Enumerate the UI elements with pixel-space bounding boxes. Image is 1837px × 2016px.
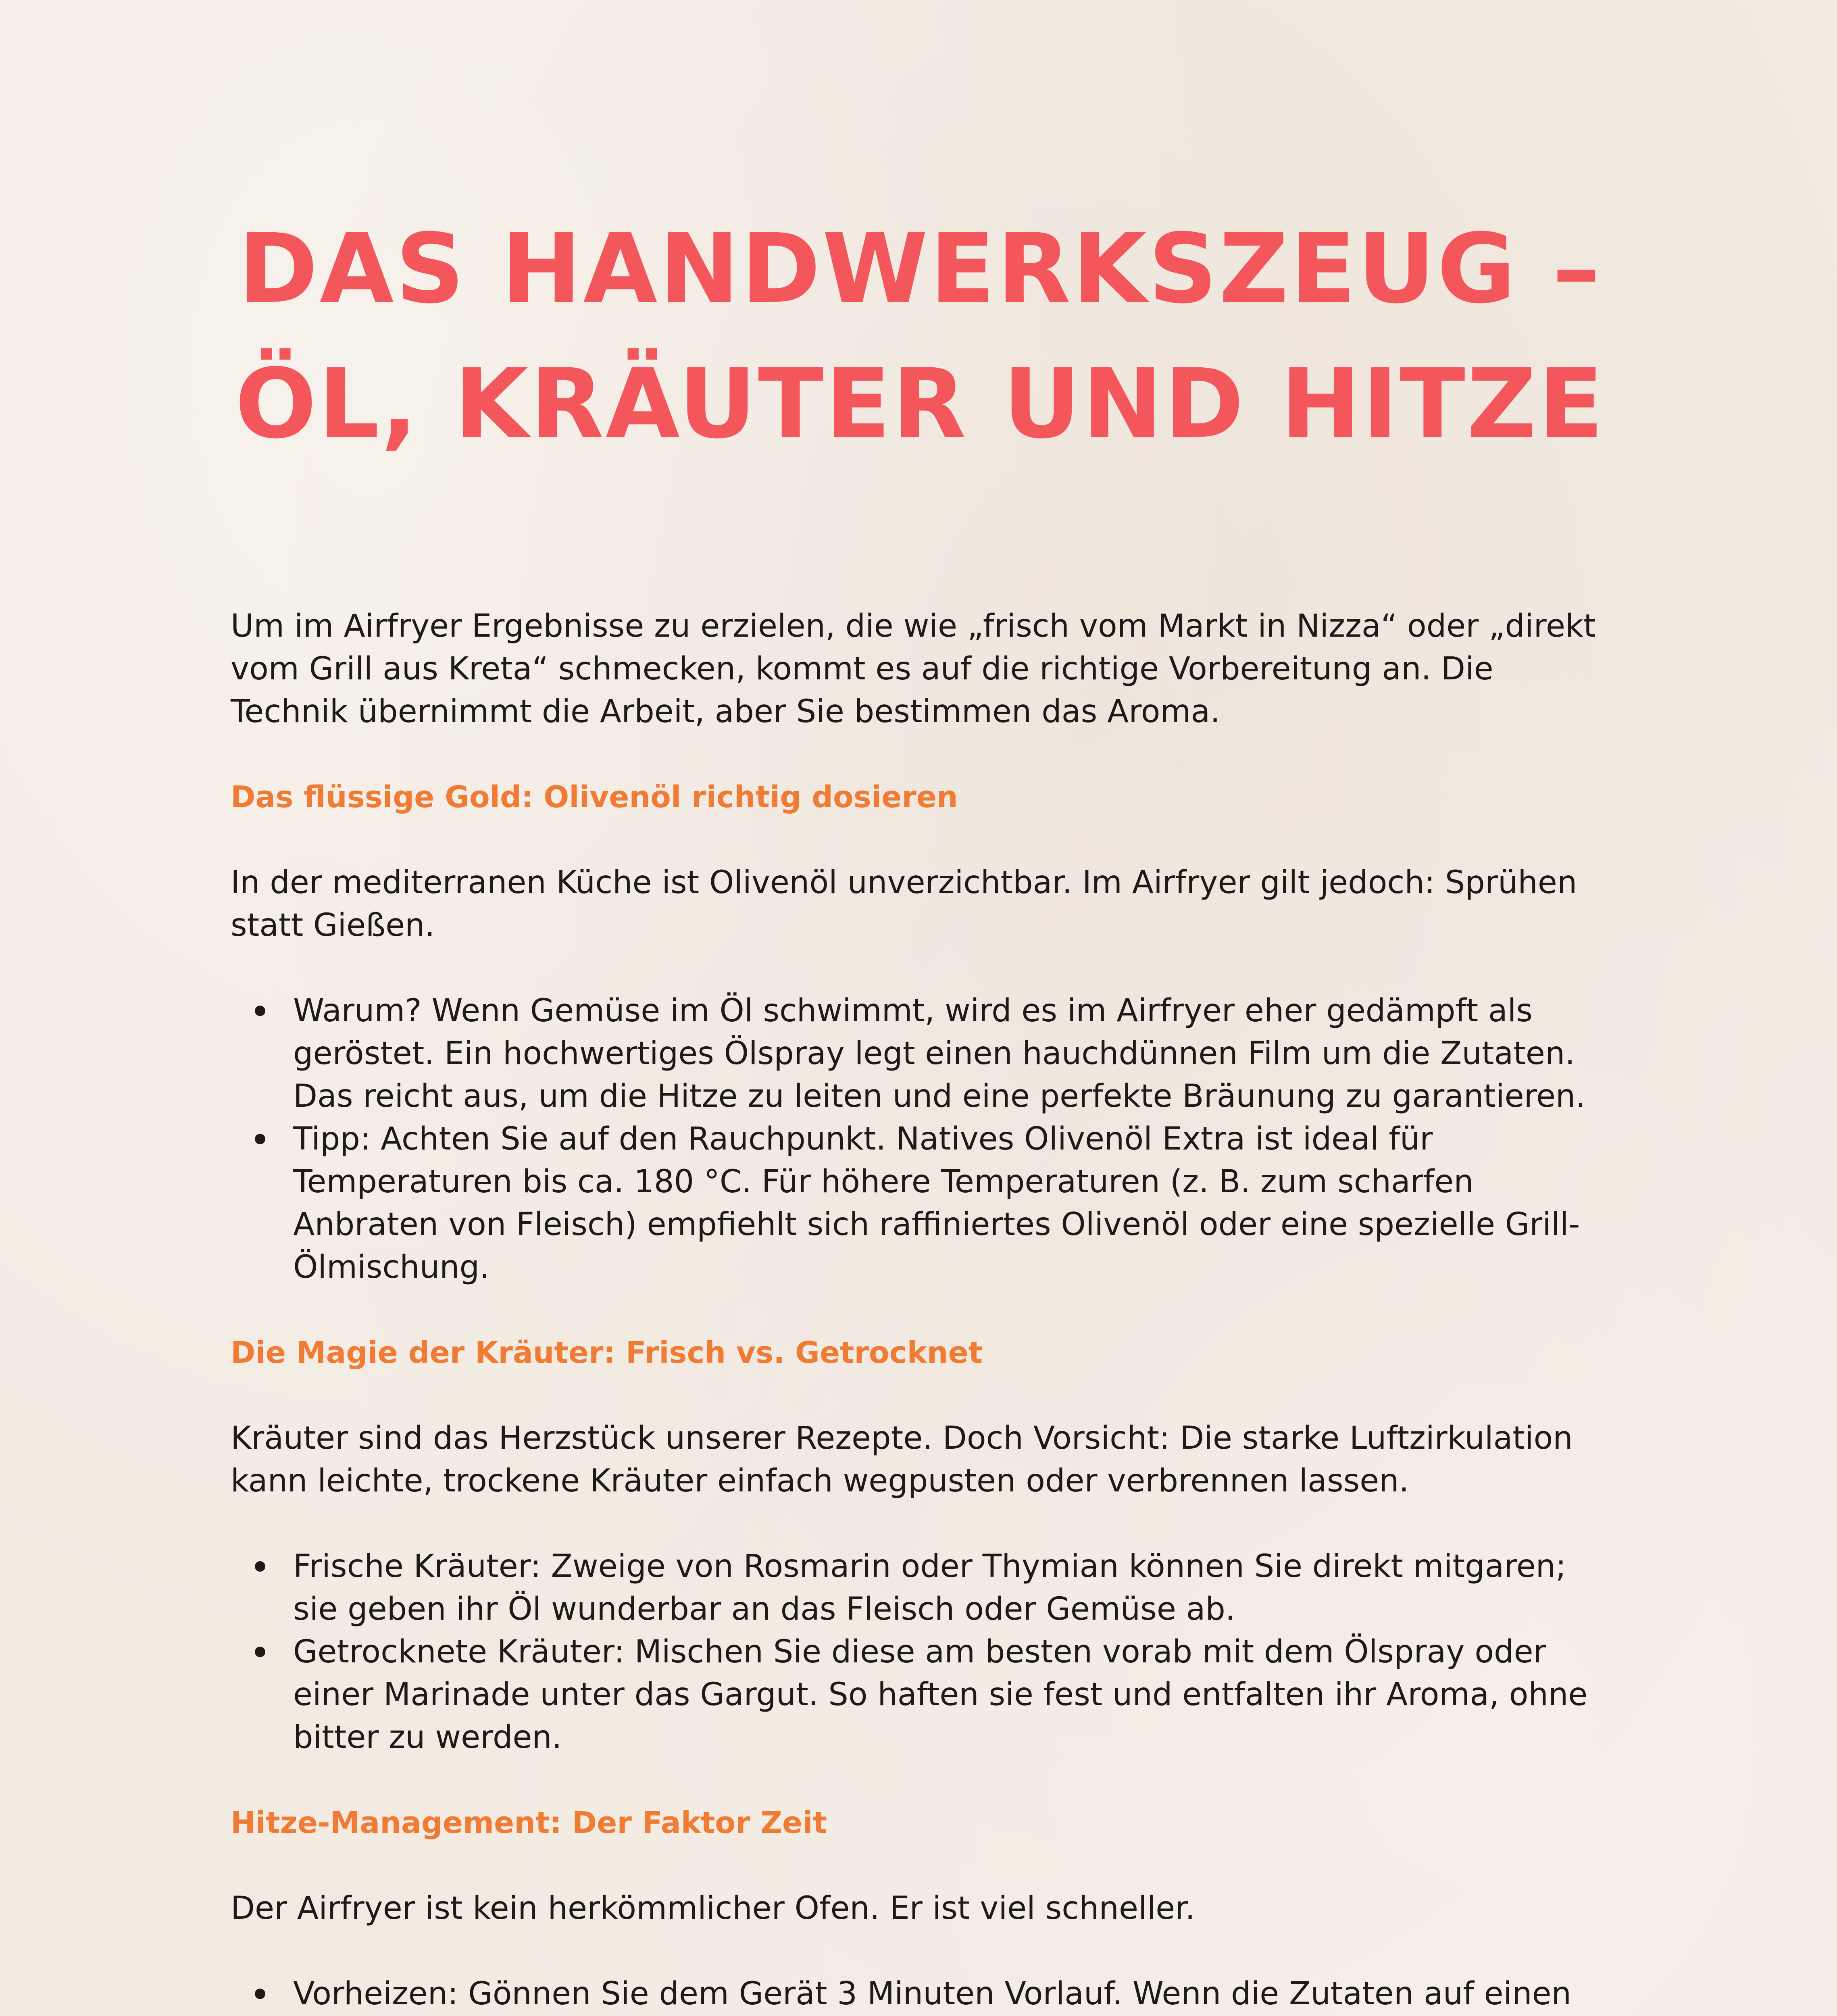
section-text-olive-oil: In der mediterranen Küche ist Olivenöl unverzichtbar. Im Airfryer gilt jedoch: Sprühen statt Gießen. [231,864,1577,943]
spacer [231,1289,1610,1331]
bullet-list-olive-oil [231,989,1610,1289]
spacer [231,1502,1610,1545]
section-text-heat: Der Airfryer ist kein herkömmlicher Ofen. Er ist viel schneller. [231,1890,1195,1926]
intro-paragraph: Um im Airfryer Ergebnisse zu erzielen, die wie „frisch vom Markt in Nizza“ oder „direkt vom Grill aus Kreta“ schmecken, kommt es auf die richtige Vorbereitung an. Die Technik übernimmt die Arbeit, aber Sie bestimmen das Aroma. [231,608,1596,730]
spacer [231,818,1610,861]
bullet-list-heat [231,1972,1610,2016]
title-line-2: ÖL, KRÄUTER UND HITZE [235,348,1606,460]
list-item: Warum? Wenn Gemüse im Öl schwimmt, wird es im Airfryer eher gedämpft als geröstet. Ein hochwertiges Ölspray legt einen hauchdünnen Film um die Zutaten. Das reicht aus, um die Hitze zu leiten und eine perfekte Bräunung zu garantieren. [231,989,1610,1118]
section-text-herbs: Kräuter sind das Herzstück unserer Rezepte. Doch Vorsicht: Die starke Luftzirkulation kann leichte, trockene Kräuter einfach wegpusten oder verbrennen lassen. [231,1420,1573,1499]
section-heading-herbs: Die Magie der Kräuter: Frisch vs. Getrocknet [231,1335,983,1370]
list-item: Tipp: Achten Sie auf den Rauchpunkt. Natives Olivenöl Extra ist ideal für Temperaturen bis ca. 180 °C. Für höhere Temperaturen (z. B. zum scharfen Anbraten von Fleisch) empfiehlt sich raffiniertes Olivenöl oder eine spezielle Grill-Ölmischung. [231,1118,1610,1289]
page-title [231,202,1610,472]
spacer [231,733,1610,776]
bullet-list-herbs [231,1545,1610,1759]
spacer [231,947,1610,989]
spacer [231,1930,1610,1972]
spacer [231,1844,1610,1887]
spacer [231,1374,1610,1417]
spacer [231,1759,1610,1801]
list-item: Frische Kräuter: Zweige von Rosmarin oder Thymian können Sie direkt mitgaren; sie geben ihr Öl wunderbar an das Fleisch oder Gemüse ab. [231,1545,1610,1631]
section-heading-heat: Hitze-Management: Der Faktor Zeit [231,1806,827,1840]
list-item: Vorheizen: Gönnen Sie dem Gerät 3 Minuten Vorlauf. Wenn die Zutaten auf einen [231,1972,1610,2016]
list-item: Getrocknete Kräuter: Mischen Sie diese am besten vorab mit dem Ölspray oder einer Marinade unter das Gargut. So haften sie fest und entfalten ihr Aroma, ohne bitter zu werden. [231,1631,1610,1759]
title-line-1: DAS HANDWERKSZEUG – [238,213,1602,325]
document-page [231,202,1610,2016]
section-heading-olive-oil: Das flüssige Gold: Olivenöl richtig dosieren [231,780,958,814]
